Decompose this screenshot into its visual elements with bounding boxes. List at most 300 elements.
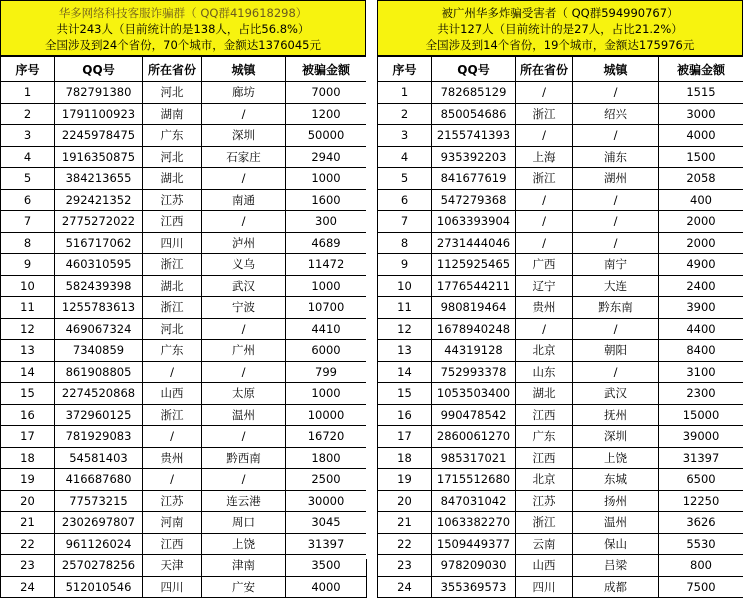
cell-province: 辽宁: [516, 275, 573, 297]
cell-amount: 10700: [286, 297, 367, 319]
cell-amount: 8400: [659, 340, 743, 362]
cell-city: /: [573, 189, 659, 211]
cell-index: 15: [1, 383, 55, 405]
column-header-qq: QQ号: [55, 57, 143, 82]
cell-qq: 460310595: [55, 254, 143, 276]
right-panel: [377, 0, 743, 559]
cell-index: 6: [1, 189, 55, 211]
cell-city: /: [573, 318, 659, 340]
table-row: [378, 447, 743, 469]
cell-city: 朝阳: [573, 340, 659, 362]
cell-qq: 372960125: [55, 404, 143, 426]
table-row: [1, 512, 367, 534]
cell-qq: 582439398: [55, 275, 143, 297]
cell-qq: 980819464: [432, 297, 516, 319]
cell-amount: 1515: [659, 82, 743, 104]
cell-amount: 3500: [286, 555, 367, 577]
column-header-city: 城镇: [573, 57, 659, 82]
cell-qq: 54581403: [55, 447, 143, 469]
cell-amount: 799: [286, 361, 367, 383]
table-row: [1, 232, 367, 254]
table-row: [378, 512, 743, 534]
cell-city: 周口: [202, 512, 286, 534]
cell-qq: 292421352: [55, 189, 143, 211]
table-row: [378, 146, 743, 168]
cell-amount: 1000: [286, 275, 367, 297]
cell-qq: 935392203: [432, 146, 516, 168]
cell-qq: 841677619: [432, 168, 516, 190]
table-row: [378, 103, 743, 125]
column-header-amount: 被骗金额: [659, 57, 743, 82]
table-row: [1, 254, 367, 276]
right-header: [377, 0, 743, 56]
cell-index: 4: [378, 146, 432, 168]
cell-amount: 31397: [286, 533, 367, 555]
cell-qq: 7340859: [55, 340, 143, 362]
cell-qq: 1255783613: [55, 297, 143, 319]
cell-qq: 1063393904: [432, 211, 516, 233]
cell-index: 18: [378, 447, 432, 469]
cell-index: 15: [378, 383, 432, 405]
table-row: [1, 146, 367, 168]
cell-qq: 2775272022: [55, 211, 143, 233]
cell-index: 9: [378, 254, 432, 276]
cell-province: 浙江: [516, 168, 573, 190]
cell-city: 成都: [573, 576, 659, 598]
cell-city: /: [202, 103, 286, 125]
cell-qq: 384213655: [55, 168, 143, 190]
cell-amount: 39000: [659, 426, 743, 448]
cell-province: 湖北: [143, 168, 202, 190]
cell-qq: 2731444046: [432, 232, 516, 254]
cell-province: /: [516, 318, 573, 340]
cell-amount: 4400: [659, 318, 743, 340]
cell-amount: 2400: [659, 275, 743, 297]
cell-index: 19: [378, 469, 432, 491]
cell-province: 江苏: [143, 490, 202, 512]
cell-amount: 5530: [659, 533, 743, 555]
cell-city: /: [202, 426, 286, 448]
right-table: [377, 56, 743, 598]
cell-province: 河北: [143, 82, 202, 104]
cell-city: 南通: [202, 189, 286, 211]
cell-amount: 7500: [659, 576, 743, 598]
table-row: [1, 82, 367, 104]
cell-city: 上饶: [573, 447, 659, 469]
cell-city: 扬州: [573, 490, 659, 512]
cell-amount: 11472: [286, 254, 367, 276]
cell-qq: 516717062: [55, 232, 143, 254]
cell-province: /: [516, 125, 573, 147]
cell-amount: 4689: [286, 232, 367, 254]
table-row: [1, 404, 367, 426]
cell-province: 河南: [143, 512, 202, 534]
cell-city: /: [573, 82, 659, 104]
cell-province: /: [516, 211, 573, 233]
cell-amount: 16720: [286, 426, 367, 448]
table-row: [1, 340, 367, 362]
cell-qq: 781929083: [55, 426, 143, 448]
cell-qq: 1916350875: [55, 146, 143, 168]
cell-province: 湖北: [143, 275, 202, 297]
cell-qq: 2274520868: [55, 383, 143, 405]
cell-amount: 2500: [286, 469, 367, 491]
table-row: [1, 168, 367, 190]
table-row: [1, 297, 367, 319]
left-header-row: [1, 57, 367, 82]
cell-province: /: [143, 361, 202, 383]
cell-index: 8: [378, 232, 432, 254]
cell-province: 江西: [143, 211, 202, 233]
cell-city: /: [573, 125, 659, 147]
cell-qq: 44319128: [432, 340, 516, 362]
cell-qq: 2570278256: [55, 555, 143, 577]
cell-city: /: [202, 469, 286, 491]
left-panel: [0, 0, 366, 559]
column-header-city: 城镇: [202, 57, 286, 82]
cell-province: 上海: [516, 146, 573, 168]
cell-province: /: [143, 469, 202, 491]
table-row: [378, 189, 743, 211]
cell-amount: 2000: [659, 232, 743, 254]
table-row: [378, 469, 743, 491]
cell-index: 23: [1, 555, 55, 577]
panel-separator: [366, 0, 377, 559]
cell-city: 石家庄: [202, 146, 286, 168]
cell-city: 宁波: [202, 297, 286, 319]
table-row: [378, 404, 743, 426]
cell-index: 11: [1, 297, 55, 319]
cell-city: 黔西南: [202, 447, 286, 469]
left-header-count: 共计243人（目前统计的是138人，占比56.8%）: [1, 21, 365, 37]
table-row: [378, 555, 743, 577]
cell-qq: 1053503400: [432, 383, 516, 405]
cell-province: 广西: [516, 254, 573, 276]
cell-amount: 4410: [286, 318, 367, 340]
cell-index: 12: [378, 318, 432, 340]
cell-amount: 3045: [286, 512, 367, 534]
cell-index: 19: [1, 469, 55, 491]
cell-amount: 10000: [286, 404, 367, 426]
cell-city: 黔东南: [573, 297, 659, 319]
cell-city: 泸州: [202, 232, 286, 254]
table-row: [378, 168, 743, 190]
cell-qq: 2302697807: [55, 512, 143, 534]
cell-province: 山西: [516, 555, 573, 577]
cell-amount: 2300: [659, 383, 743, 405]
table-row: [378, 426, 743, 448]
cell-city: 连云港: [202, 490, 286, 512]
cell-province: 北京: [516, 469, 573, 491]
right-table-body: [378, 82, 743, 598]
cell-amount: 4900: [659, 254, 743, 276]
table-row: [1, 275, 367, 297]
cell-index: 22: [378, 533, 432, 555]
table-row: [1, 576, 367, 598]
cell-index: 12: [1, 318, 55, 340]
cell-amount: 7000: [286, 82, 367, 104]
table-row: [378, 297, 743, 319]
cell-province: 浙江: [143, 297, 202, 319]
cell-index: 3: [378, 125, 432, 147]
cell-index: 17: [378, 426, 432, 448]
table-row: [1, 103, 367, 125]
cell-index: 14: [378, 361, 432, 383]
cell-qq: 416687680: [55, 469, 143, 491]
cell-city: 浦东: [573, 146, 659, 168]
cell-province: 四川: [516, 576, 573, 598]
cell-qq: 2155741393: [432, 125, 516, 147]
cell-province: 北京: [516, 340, 573, 362]
cell-city: /: [573, 361, 659, 383]
cell-province: 山东: [516, 361, 573, 383]
cell-qq: 1063382270: [432, 512, 516, 534]
cell-city: 深圳: [202, 125, 286, 147]
cell-qq: 355369573: [432, 576, 516, 598]
cell-city: 廊坊: [202, 82, 286, 104]
column-header-amount: 被骗金额: [286, 57, 367, 82]
table-row: [1, 383, 367, 405]
table-row: [378, 383, 743, 405]
cell-index: 21: [1, 512, 55, 534]
table-row: [1, 361, 367, 383]
cell-qq: 512010546: [55, 576, 143, 598]
cell-index: 2: [1, 103, 55, 125]
table-row: [1, 426, 367, 448]
cell-amount: 1200: [286, 103, 367, 125]
column-header-index: 序号: [1, 57, 55, 82]
cell-index: 20: [1, 490, 55, 512]
table-row: [1, 555, 367, 577]
cell-province: 江苏: [516, 490, 573, 512]
cell-city: 广州: [202, 340, 286, 362]
cell-amount: 3000: [659, 103, 743, 125]
cell-province: 江苏: [143, 189, 202, 211]
cell-amount: 1500: [659, 146, 743, 168]
cell-city: 南宁: [573, 254, 659, 276]
cell-city: 吕梁: [573, 555, 659, 577]
right-header-count: 共计127人（目前统计的是27人，占比21.2%）: [378, 21, 742, 37]
cell-amount: 1600: [286, 189, 367, 211]
left-header: [0, 0, 366, 56]
cell-province: 贵州: [516, 297, 573, 319]
cell-index: 9: [1, 254, 55, 276]
cell-index: 24: [378, 576, 432, 598]
cell-qq: 1715512680: [432, 469, 516, 491]
cell-index: 1: [1, 82, 55, 104]
cell-amount: 6000: [286, 340, 367, 362]
cell-city: 大连: [573, 275, 659, 297]
cell-index: 5: [378, 168, 432, 190]
table-row: [378, 340, 743, 362]
cell-province: 广东: [143, 125, 202, 147]
cell-city: /: [202, 211, 286, 233]
cell-index: 10: [378, 275, 432, 297]
cell-index: 11: [378, 297, 432, 319]
cell-amount: 400: [659, 189, 743, 211]
table-row: [1, 533, 367, 555]
cell-qq: 77573215: [55, 490, 143, 512]
column-header-province: 所在省份: [143, 57, 202, 82]
cell-qq: 990478542: [432, 404, 516, 426]
cell-qq: 782685129: [432, 82, 516, 104]
right-header-summary: 全国涉及到14个省份，19个城市，金额达175976元: [378, 37, 742, 53]
cell-city: 广安: [202, 576, 286, 598]
cell-province: 广东: [143, 340, 202, 362]
cell-index: 23: [378, 555, 432, 577]
cell-qq: 985317021: [432, 447, 516, 469]
cell-province: 浙江: [143, 254, 202, 276]
cell-amount: 4000: [286, 576, 367, 598]
cell-city: 武汉: [573, 383, 659, 405]
cell-province: 河北: [143, 318, 202, 340]
cell-city: /: [573, 211, 659, 233]
cell-province: /: [516, 189, 573, 211]
cell-index: 18: [1, 447, 55, 469]
cell-province: 浙江: [516, 512, 573, 534]
cell-qq: 1125925465: [432, 254, 516, 276]
cell-index: 1: [378, 82, 432, 104]
cell-province: 浙江: [516, 103, 573, 125]
cell-province: 云南: [516, 533, 573, 555]
cell-amount: 30000: [286, 490, 367, 512]
cell-index: 6: [378, 189, 432, 211]
cell-amount: 1800: [286, 447, 367, 469]
cell-index: 16: [378, 404, 432, 426]
table-row: [378, 125, 743, 147]
cell-province: 贵州: [143, 447, 202, 469]
column-header-qq: QQ号: [432, 57, 516, 82]
cell-amount: 4000: [659, 125, 743, 147]
cell-city: 温州: [573, 512, 659, 534]
cell-qq: 782791380: [55, 82, 143, 104]
cell-city: 温州: [202, 404, 286, 426]
cell-index: 7: [1, 211, 55, 233]
cell-city: 深圳: [573, 426, 659, 448]
cell-index: 17: [1, 426, 55, 448]
column-header-index: 序号: [378, 57, 432, 82]
cell-index: 7: [378, 211, 432, 233]
table-row: [378, 232, 743, 254]
cell-city: 湖州: [573, 168, 659, 190]
cell-qq: 1509449377: [432, 533, 516, 555]
table-row: [378, 361, 743, 383]
column-header-province: 所在省份: [516, 57, 573, 82]
cell-amount: 800: [659, 555, 743, 577]
cell-qq: 1678940248: [432, 318, 516, 340]
table-row: [1, 189, 367, 211]
cell-qq: 1791100923: [55, 103, 143, 125]
table-row: [378, 254, 743, 276]
table-row: [378, 576, 743, 598]
cell-index: 14: [1, 361, 55, 383]
cell-city: 津南: [202, 555, 286, 577]
cell-amount: 1000: [286, 383, 367, 405]
cell-qq: 2245978475: [55, 125, 143, 147]
cell-amount: 31397: [659, 447, 743, 469]
cell-amount: 300: [286, 211, 367, 233]
cell-amount: 2000: [659, 211, 743, 233]
table-row: [1, 469, 367, 491]
table-row: [378, 211, 743, 233]
cell-amount: 3100: [659, 361, 743, 383]
cell-city: /: [202, 168, 286, 190]
cell-city: /: [202, 361, 286, 383]
cell-index: 13: [378, 340, 432, 362]
cell-index: 10: [1, 275, 55, 297]
cell-index: 21: [378, 512, 432, 534]
cell-index: 20: [378, 490, 432, 512]
cell-province: 江西: [516, 447, 573, 469]
table-row: [1, 490, 367, 512]
cell-qq: 1776544211: [432, 275, 516, 297]
left-table: [0, 56, 367, 598]
cell-province: 湖南: [143, 103, 202, 125]
cell-province: 广东: [516, 426, 573, 448]
table-row: [1, 318, 367, 340]
cell-city: /: [573, 232, 659, 254]
table-row: [1, 447, 367, 469]
right-header-title: 被广州华多炸骗受害者（ QQ群594990767）: [378, 5, 742, 21]
cell-province: 湖北: [516, 383, 573, 405]
cell-index: 2: [378, 103, 432, 125]
cell-city: /: [202, 318, 286, 340]
cell-qq: 850054686: [432, 103, 516, 125]
cell-index: 8: [1, 232, 55, 254]
cell-index: 16: [1, 404, 55, 426]
table-row: [378, 82, 743, 104]
cell-province: 天津: [143, 555, 202, 577]
cell-city: 绍兴: [573, 103, 659, 125]
cell-index: 13: [1, 340, 55, 362]
cell-index: 3: [1, 125, 55, 147]
table-row: [1, 125, 367, 147]
cell-index: 22: [1, 533, 55, 555]
cell-qq: 2860061270: [432, 426, 516, 448]
cell-amount: 50000: [286, 125, 367, 147]
cell-qq: 547279368: [432, 189, 516, 211]
cell-city: 抚州: [573, 404, 659, 426]
left-header-summary: 全国涉及到24个省份，70个城市，金额达1376045元: [1, 37, 365, 53]
cell-qq: 861908805: [55, 361, 143, 383]
cell-qq: 978209030: [432, 555, 516, 577]
cell-city: 武汉: [202, 275, 286, 297]
left-table-body: [1, 82, 367, 598]
right-header-row: [378, 57, 743, 82]
cell-amount: 2940: [286, 146, 367, 168]
cell-amount: 3626: [659, 512, 743, 534]
cell-city: 上饶: [202, 533, 286, 555]
table-row: [378, 490, 743, 512]
cell-index: 24: [1, 576, 55, 598]
table-row: [378, 318, 743, 340]
cell-province: /: [516, 232, 573, 254]
cell-province: 四川: [143, 576, 202, 598]
cell-amount: 3900: [659, 297, 743, 319]
cell-city: 保山: [573, 533, 659, 555]
cell-amount: 15000: [659, 404, 743, 426]
cell-province: 山西: [143, 383, 202, 405]
cell-amount: 1000: [286, 168, 367, 190]
cell-qq: 961126024: [55, 533, 143, 555]
cell-index: 4: [1, 146, 55, 168]
cell-qq: 847031042: [432, 490, 516, 512]
cell-city: 义乌: [202, 254, 286, 276]
cell-city: 东城: [573, 469, 659, 491]
cell-qq: 752993378: [432, 361, 516, 383]
cell-province: 浙江: [143, 404, 202, 426]
cell-province: 四川: [143, 232, 202, 254]
